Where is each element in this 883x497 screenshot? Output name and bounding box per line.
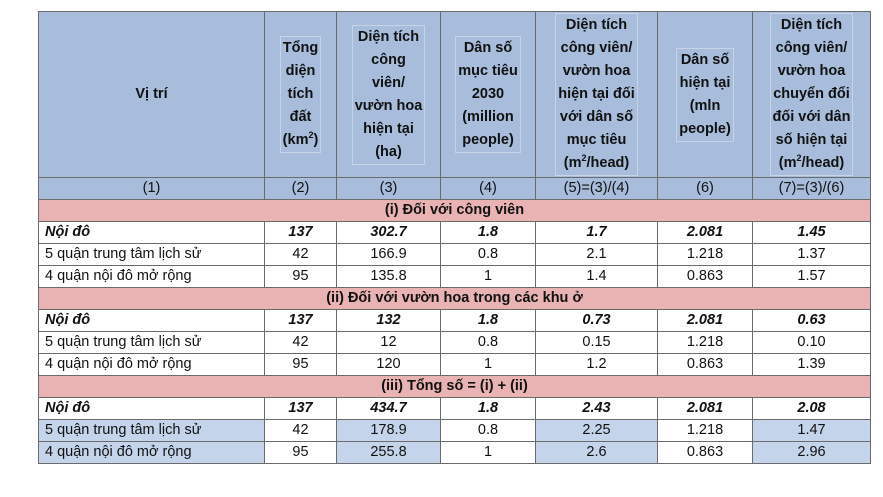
table-cell: 1.7 [536,222,658,244]
index-cell: (1) [39,178,265,200]
header-current-population [658,12,753,178]
table-cell: 0.863 [658,354,753,376]
header-park-area-per-current-population [753,12,871,178]
table-row [39,420,871,442]
header-unit: $(m^2/head)$ [778,153,845,171]
column-index-row [39,178,871,200]
table-cell: 1.4 [536,266,658,288]
header-row [39,12,871,178]
header-location [39,12,265,178]
table-row [39,266,871,288]
header-label: Dân số hiện tại (mln people) [676,48,734,142]
row-label: 5 quận trung tâm lịch sử [39,420,265,442]
table-row [39,442,871,464]
header-label: Diện tích công viên/ vườn hoa hiện tại đối với dân số mục tiêu $(m^2/head)$ [555,13,638,176]
table-cell: 178.9 [337,420,441,442]
table-cell: 1.47 [753,420,871,442]
table-cell: 0.863 [658,442,753,464]
table-cell: 0.15 [536,332,658,354]
table-row [39,332,871,354]
table-cell: 1.8 [441,310,536,332]
table-cell: 1.218 [658,332,753,354]
table-cell: 2.43 [536,398,658,420]
section-title: (i) Đối với công viên [39,200,871,222]
table-cell: 1.39 [753,354,871,376]
table-cell: 0.8 [441,332,536,354]
table-cell: 42 [265,420,337,442]
table-cell: 95 [265,442,337,464]
row-label: 5 quận trung tâm lịch sử [39,244,265,266]
table-cell: 42 [265,244,337,266]
table-cell: 1.57 [753,266,871,288]
table-cell: 0.63 [753,310,871,332]
table-cell: 137 [265,398,337,420]
table-cell: 132 [337,310,441,332]
table-cell: 1.218 [658,244,753,266]
table-cell: 2.96 [753,442,871,464]
index-cell: (7)=(3)/(6) [753,178,871,200]
header-label: Dân số mục tiêu 2030 (million people) [455,36,521,153]
table-cell: 2.6 [536,442,658,464]
table-row [39,244,871,266]
header-unit: $(m^2/head)$ [563,153,630,171]
table-cell: 2.081 [658,398,753,420]
row-label: 4 quận nội đô mở rộng [39,442,265,464]
table-cell: 434.7 [337,398,441,420]
table-row [39,398,871,420]
table-cell: 0.73 [536,310,658,332]
table-cell: 1.8 [441,222,536,244]
index-cell: (5)=(3)/(4) [536,178,658,200]
table-cell: 42 [265,332,337,354]
table-cell: 12 [337,332,441,354]
table-cell: 302.7 [337,222,441,244]
index-cell: (2) [265,178,337,200]
header-unit: $(km^2)$ [282,130,319,148]
header-target-population-2030 [441,12,536,178]
table-cell: 1 [441,266,536,288]
header-park-area-per-target-population [536,12,658,178]
table-cell: 135.8 [337,266,441,288]
header-total-land-area [265,12,337,178]
table-cell: 137 [265,222,337,244]
header-label: Diện tích công viên/ vườn hoa hiện tại (ha) [352,25,426,165]
table-cell: 1.45 [753,222,871,244]
table-cell: 255.8 [337,442,441,464]
row-label: Nội đô [39,222,265,244]
table-cell: 137 [265,310,337,332]
section-header-row [39,200,871,222]
row-label: 4 quận nội đô mở rộng [39,266,265,288]
section-title: (ii) Đối với vườn hoa trong các khu ở [39,288,871,310]
header-label: Vị trí [135,86,168,102]
index-cell: (6) [658,178,753,200]
table-cell: 0.8 [441,244,536,266]
table-cell: 1.8 [441,398,536,420]
table-cell: 1.2 [536,354,658,376]
table-row [39,222,871,244]
section-header-row [39,288,871,310]
table-body [39,200,871,464]
table-cell: 95 [265,266,337,288]
table-cell: 120 [337,354,441,376]
table-cell: 95 [265,354,337,376]
table-cell: 0.10 [753,332,871,354]
table-cell: 1 [441,354,536,376]
table-cell: 1.37 [753,244,871,266]
park-area-table [38,11,871,464]
table-cell: 0.8 [441,420,536,442]
header-label: Diện tích công viên/ vườn hoa chuyển đổi đối với dân số hiện tại $(m^2/head)$ [770,13,854,176]
table-cell: 2.25 [536,420,658,442]
table-cell: 0.863 [658,266,753,288]
index-cell: (4) [441,178,536,200]
index-cell: (3) [337,178,441,200]
table-cell: 166.9 [337,244,441,266]
table-cell: 2.081 [658,222,753,244]
table-row [39,310,871,332]
table-row [39,354,871,376]
section-header-row [39,376,871,398]
table-cell: 1.218 [658,420,753,442]
table-cell: 1 [441,442,536,464]
table-cell: 2.08 [753,398,871,420]
row-label: Nội đô [39,398,265,420]
row-label: 4 quận nội đô mở rộng [39,354,265,376]
section-title: (iii) Tổng số = (i) + (ii) [39,376,871,398]
table-cell: 2.1 [536,244,658,266]
header-current-park-area [337,12,441,178]
data-table-container [38,11,870,464]
row-label: 5 quận trung tâm lịch sử [39,332,265,354]
header-label: Tổng diện tích đất $(km^2)$ [280,36,322,153]
table-cell: 2.081 [658,310,753,332]
row-label: Nội đô [39,310,265,332]
